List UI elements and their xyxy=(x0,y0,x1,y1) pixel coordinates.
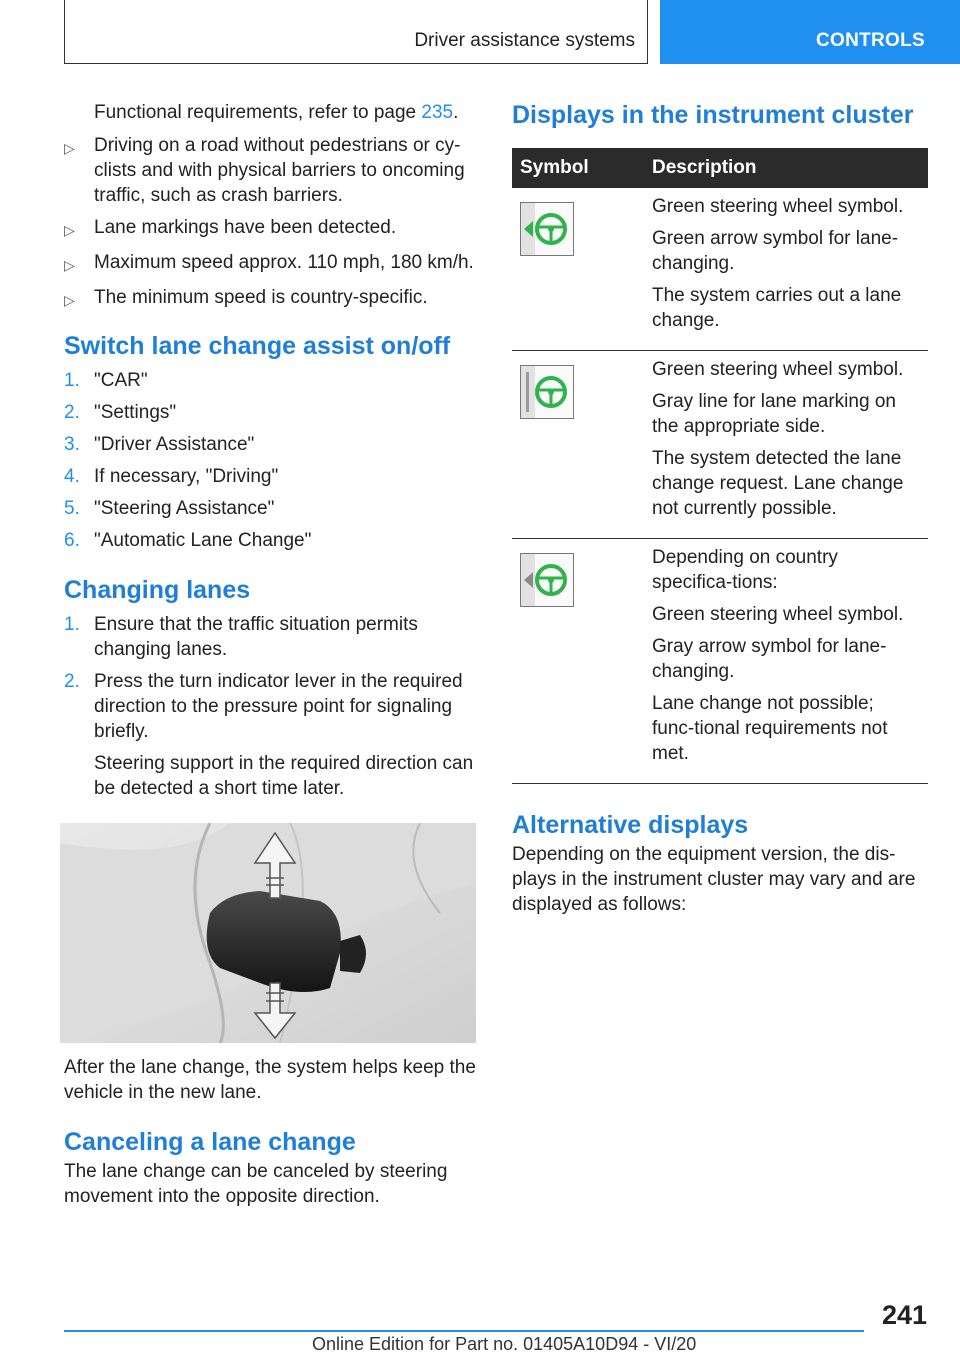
description-line: Gray arrow symbol for lane‐changing. xyxy=(652,636,887,682)
triangle-bullet-icon: ▷ xyxy=(64,257,75,273)
cancel-heading: Canceling a lane change xyxy=(64,1128,356,1156)
intro-text: Functional requirements, refer to page xyxy=(94,102,422,123)
symbol-cell xyxy=(512,188,644,351)
step-text: Ensure that the traffic situation permits changing lanes. xyxy=(94,614,418,660)
description-line: Green steering wheel symbol. xyxy=(652,196,904,217)
alternative-displays-text: Depending on the equipment version, the dis‐plays in the instrument cluster may vary and are displayed as follows: xyxy=(512,844,916,915)
left-column xyxy=(64,100,480,1209)
intro-end: . xyxy=(453,102,459,123)
step-number: 4. xyxy=(64,466,80,487)
step-number: 1. xyxy=(64,614,80,635)
description-line: Lane change not possible; func‐tional requirements not met. xyxy=(652,693,888,764)
description-cell xyxy=(644,539,928,784)
step-text: "Driver Assistance" xyxy=(94,434,255,455)
list-item xyxy=(64,528,480,553)
switch-steps-list xyxy=(64,368,480,553)
page-reference-link[interactable]: 235 xyxy=(421,102,454,123)
description-line: Depending on country specifica‐tions: xyxy=(652,547,838,593)
table-row xyxy=(512,188,928,351)
description-line: Gray line for lane marking on the appropriate side. xyxy=(652,391,896,437)
intro-paragraph xyxy=(64,100,480,125)
list-item-text: Maximum speed approx. 110 mph, 180 km/h. xyxy=(94,252,474,273)
step-text: "CAR" xyxy=(94,370,148,391)
list-item-text: The minimum speed is country-specific. xyxy=(94,287,428,308)
after-change-text: After the lane change, the system helps keep the vehicle in the new lane. xyxy=(64,1057,476,1103)
header-chapter-title: CONTROLS xyxy=(816,30,926,51)
turn-indicator-lever-icon xyxy=(60,823,476,1043)
footer-edition: Online Edition for Part no. 01405A10D94 - VI/20 xyxy=(312,1334,697,1354)
description-line: Green steering wheel symbol. xyxy=(652,604,904,625)
symbols-table xyxy=(512,148,928,784)
step-number: 5. xyxy=(64,498,80,519)
turn-indicator-illustration xyxy=(60,823,476,1043)
list-item xyxy=(64,464,480,489)
changing-lanes-heading: Changing lanes xyxy=(64,576,251,604)
list-item xyxy=(64,400,480,425)
requirements-list xyxy=(64,133,480,313)
column-header-symbol: Symbol xyxy=(512,148,644,188)
right-column xyxy=(512,100,928,917)
list-item xyxy=(64,285,480,313)
column-header-description: Description xyxy=(644,148,928,188)
steering-wheel-gray-arrow-icon xyxy=(520,553,574,607)
list-item xyxy=(64,250,480,278)
list-item-text: Driving on a road without pedestrians or cy‐clists and with physical barriers to oncoming traffic, such as crash barriers. xyxy=(94,135,465,206)
step-text: If necessary, "Driving" xyxy=(94,466,279,487)
header-section-box xyxy=(64,0,648,64)
symbol-cell xyxy=(512,351,644,539)
symbol-cell xyxy=(512,539,644,784)
description-line: The system carries out a lane change. xyxy=(652,285,902,331)
alternative-displays-heading: Alternative displays xyxy=(512,811,749,839)
footer-divider xyxy=(64,1330,864,1332)
step-text: "Automatic Lane Change" xyxy=(94,530,312,551)
header-chapter-box xyxy=(660,0,960,64)
steering-wheel-line-icon xyxy=(520,365,574,419)
list-item xyxy=(64,133,480,208)
cancel-text: The lane change can be canceled by steering movement into the opposite direction. xyxy=(64,1161,448,1207)
list-item xyxy=(64,432,480,457)
triangle-bullet-icon: ▷ xyxy=(64,292,75,308)
list-item-text: Lane markings have been detected. xyxy=(94,217,397,238)
list-item xyxy=(64,368,480,393)
list-item xyxy=(64,215,480,243)
switch-heading: Switch lane change assist on/off xyxy=(64,332,451,360)
step-text: "Steering Assistance" xyxy=(94,498,275,519)
triangle-bullet-icon: ▷ xyxy=(64,222,75,238)
description-line: The system detected the lane change request. Lane change not currently possible. xyxy=(652,448,904,519)
step-number: 2. xyxy=(64,671,80,692)
list-item xyxy=(64,496,480,521)
triangle-bullet-icon: ▷ xyxy=(64,140,75,156)
step-text: "Settings" xyxy=(94,402,177,423)
description-line: Green steering wheel symbol. xyxy=(652,359,904,380)
table-row xyxy=(512,351,928,539)
header-section-title: Driver assistance systems xyxy=(414,30,635,51)
description-cell xyxy=(644,188,928,351)
displays-heading: Displays in the instrument cluster xyxy=(512,101,914,129)
table-header-row xyxy=(512,148,928,188)
page-number: 241 xyxy=(882,1300,928,1330)
changing-steps-list xyxy=(64,612,480,801)
steering-wheel-arrow-icon xyxy=(520,202,574,256)
step-number: 6. xyxy=(64,530,80,551)
step-number: 3. xyxy=(64,434,80,455)
list-item xyxy=(64,612,480,662)
description-cell xyxy=(644,351,928,539)
list-item xyxy=(64,669,480,744)
step-note: Steering support in the required direction can be detected a short time later. xyxy=(94,753,474,799)
table-row xyxy=(512,539,928,784)
step-text: Press the turn indicator lever in the required direction to the pressure point for signaling briefly. xyxy=(94,671,463,742)
step-number: 1. xyxy=(64,370,80,391)
step-number: 2. xyxy=(64,402,80,423)
description-line: Green arrow symbol for lane‐changing. xyxy=(652,228,899,274)
